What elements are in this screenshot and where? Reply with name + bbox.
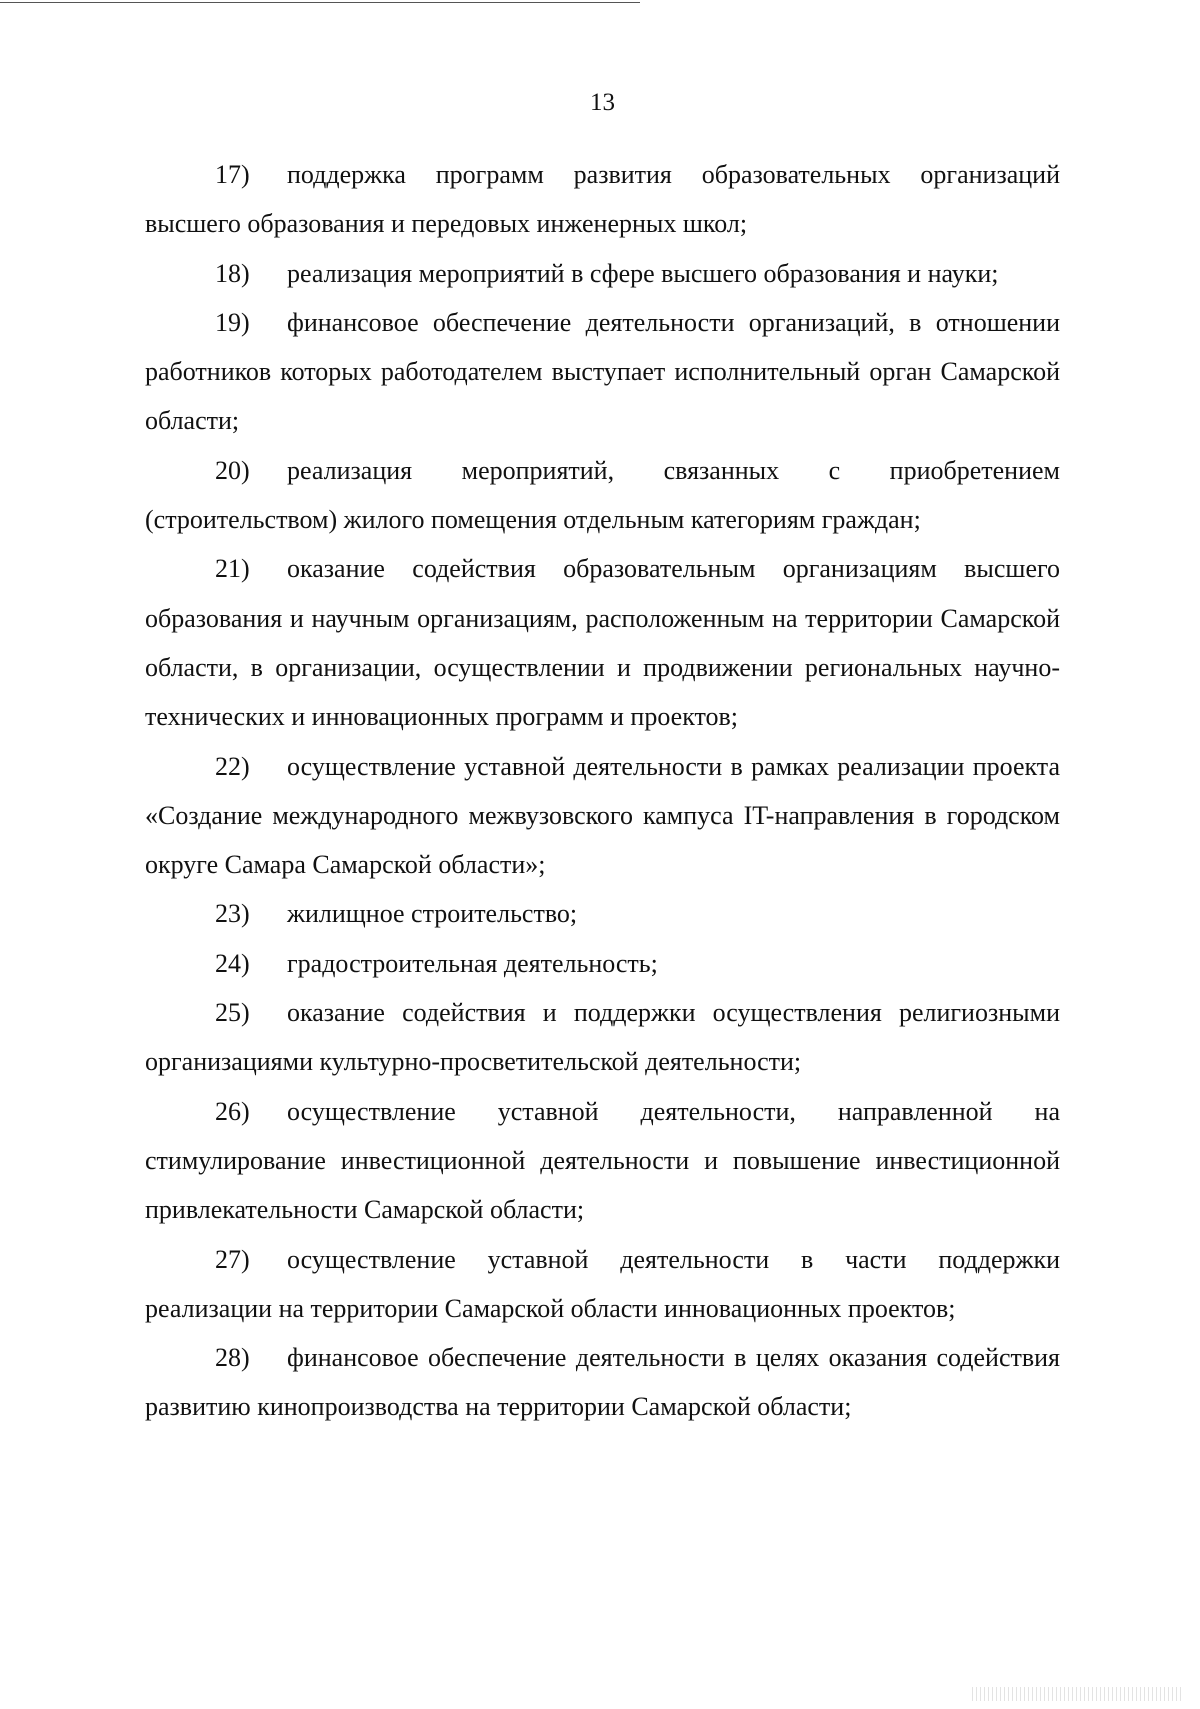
list-item-24 (145, 939, 1060, 988)
list-item-number: 24) (215, 948, 250, 978)
list-item-text: осуществление уставной деятельности в части поддержки реализации на территории Самарской области инновационных проектов; (145, 1244, 1060, 1323)
list-item-20 (145, 446, 1060, 545)
list-item-text: финансовое обеспечение деятельности организаций, в отношении работников которых работодателем выступает исполнительный орган Самарской области; (145, 307, 1060, 436)
list-item-number: 20) (215, 455, 250, 485)
list-item-17 (145, 150, 1060, 249)
list-item-19 (145, 298, 1060, 446)
list-item-text: поддержка программ развития образовательных организаций высшего образования и передовых инженерных школ; (145, 160, 1060, 239)
page-number: 13 (590, 89, 615, 116)
list-item-26 (145, 1087, 1060, 1235)
list-item-27 (145, 1235, 1060, 1334)
document-body (145, 150, 1060, 1432)
list-item-text: оказание содействия и поддержки осуществления религиозными организациями культурно-просветительской деятельности; (145, 998, 1060, 1077)
list-item-number: 22) (215, 751, 250, 781)
list-item-number: 23) (215, 899, 250, 929)
list-item-21 (145, 544, 1060, 741)
list-item-25 (145, 988, 1060, 1087)
list-item-text: осуществление уставной деятельности, направленной на стимулирование инвестиционной деятельности и повышение инвестиционной привлекательности Самарской области; (145, 1096, 1060, 1225)
list-item-number: 26) (215, 1096, 250, 1126)
list-item-text: финансовое обеспечение деятельности в целях оказания содействия развитию кинопроизводства на территории Самарской области; (145, 1343, 1060, 1422)
list-item-18 (145, 249, 1060, 298)
list-item-text: градостроительная деятельность; (287, 948, 658, 978)
list-item-text: оказание содействия образовательным организациям высшего образования и научным организациям, расположенным на территории Самарской области, в организации, осуществлении и продвижении региональных научно-технических и инновационных программ и проектов; (145, 554, 1060, 732)
scan-edge-line (0, 2, 640, 3)
list-item-number: 28) (215, 1343, 250, 1373)
list-item-text: реализация мероприятий в сфере высшего образования и науки; (287, 258, 999, 288)
list-item-28 (145, 1333, 1060, 1432)
list-item-text: осуществление уставной деятельности в рамках реализации проекта «Создание международного межвузовского кампуса IT-направления в городском округе Самара Самарской области»; (145, 751, 1060, 880)
list-item-text: жилищное строительство; (287, 899, 578, 929)
list-item-number: 21) (215, 554, 250, 584)
list-item-number: 25) (215, 998, 250, 1028)
list-item-number: 18) (215, 258, 250, 288)
list-item-23 (145, 889, 1060, 938)
list-item-number: 19) (215, 307, 250, 337)
scan-noise-decoration (972, 1687, 1182, 1701)
list-item-22 (145, 742, 1060, 890)
list-item-number: 17) (215, 160, 250, 189)
list-item-number: 27) (215, 1244, 250, 1274)
list-item-text: реализация мероприятий, связанных с приобретением (строительством) жилого помещения отдельным категориям граждан; (145, 455, 1060, 535)
